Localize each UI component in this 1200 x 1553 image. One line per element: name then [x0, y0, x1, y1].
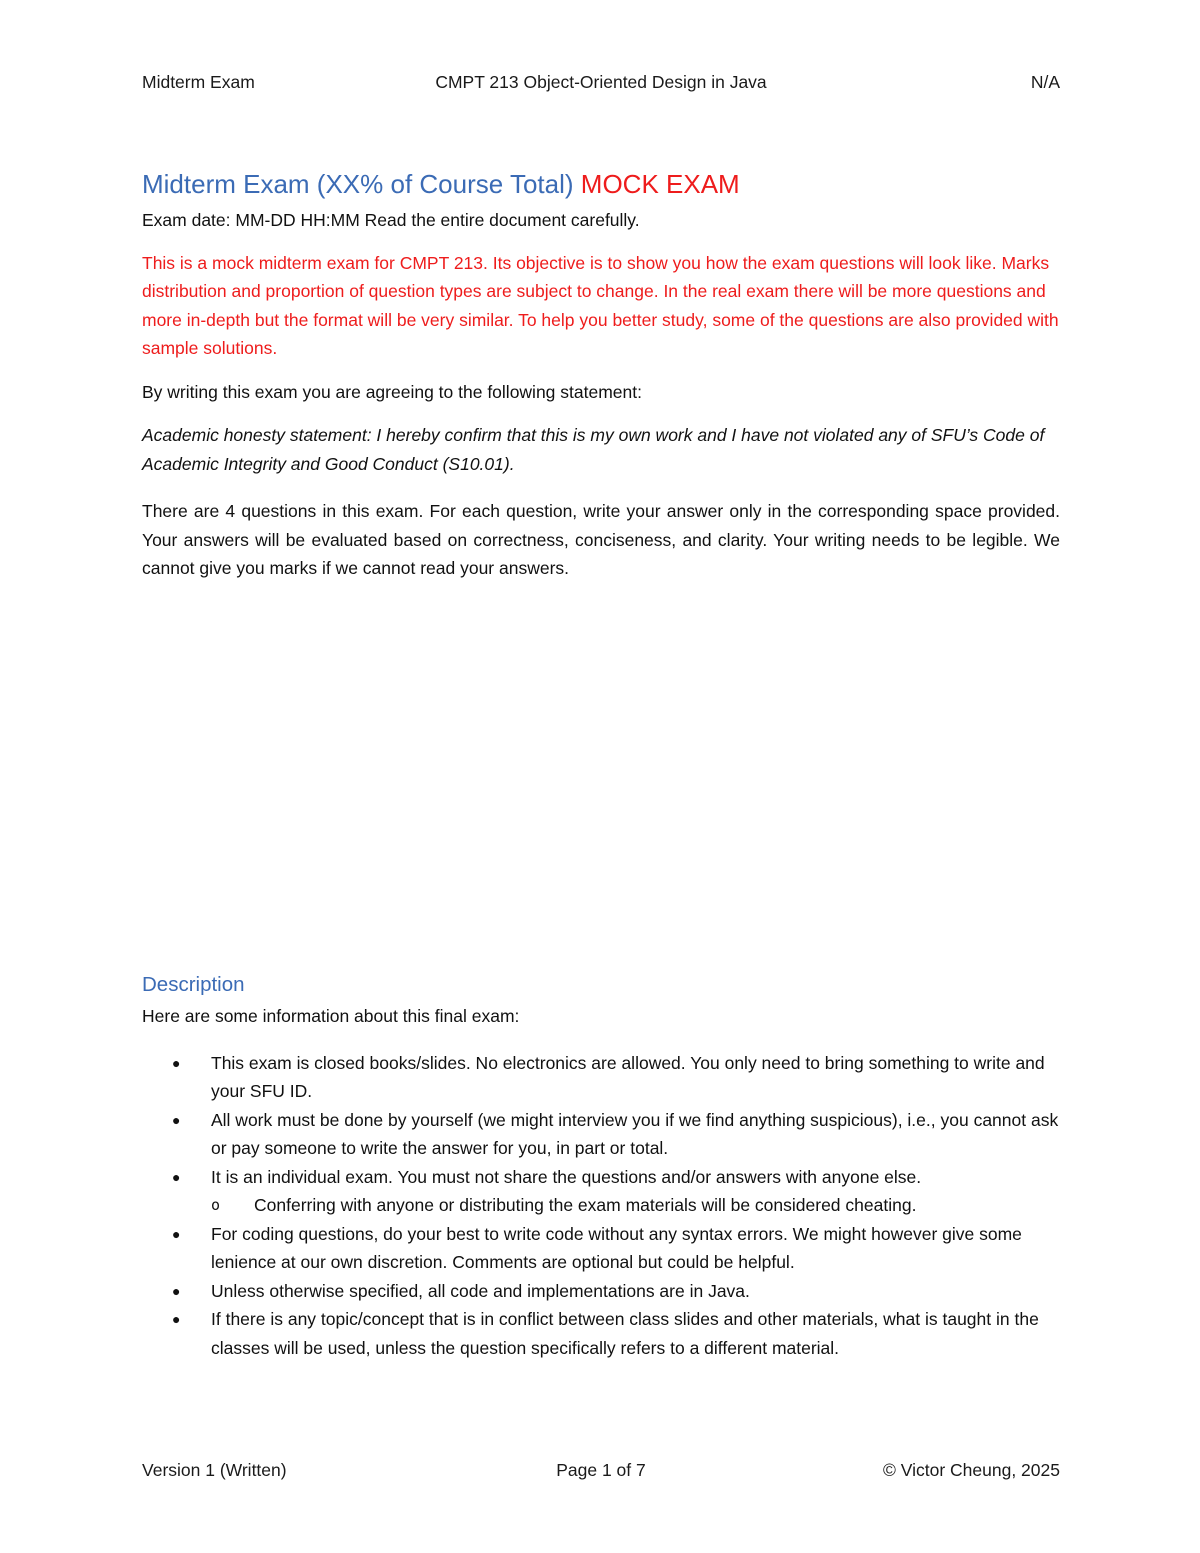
description-intro: Here are some information about this final exam: — [142, 1006, 520, 1026]
description-heading: Description — [142, 973, 245, 996]
sub-list-item — [211, 1191, 1060, 1220]
mock-notice: This is a mock midterm exam for CMPT 213. Its objective is to show you how the exam questions will look like. Marks distribution and proportion of question types are subject to change. In the real exam there will be more questions and more in-depth but the format will be very similar. To help you better study, some of the questions are also provided with sample solutions. — [142, 252, 1059, 358]
list-item-text: It is an individual exam. You must not share the questions and/or answers with anyone else. — [211, 1166, 922, 1187]
sub-list-item-text: Conferring with anyone or distributing the exam materials will be considered cheating. — [254, 1195, 917, 1215]
hollow-bullet-icon: o — [211, 1196, 221, 1214]
bullet-icon: ● — [172, 1311, 181, 1327]
list-item-text: This exam is closed books/slides. No electronics are allowed. You only need to bring something to write and your SFU ID. — [211, 1052, 1045, 1101]
bullet-icon: ● — [172, 1225, 181, 1242]
exam-date: Exam date: MM-DD HH:MM Read the entire document carefully. — [142, 210, 640, 230]
bullet-icon: ● — [172, 1111, 181, 1128]
description-section — [142, 970, 1060, 1362]
mock-exam-label: MOCK EXAM — [580, 169, 740, 199]
header-course-title: CMPT 213 Object-Oriented Design in Java — [435, 72, 767, 92]
footer-page-number: Page 1 of 7 — [556, 1460, 646, 1480]
list-item — [142, 1106, 1060, 1163]
footer-version: Version 1 (Written) — [142, 1460, 287, 1480]
page-title — [142, 166, 1060, 202]
instructions: There are 4 questions in this exam. For each question, write your answer only in the corresponding space provided. Your answers will be evaluated based on correctness, conciseness, and clarity. Your writing needs to be legible. We cannot give you marks if we cannot read your answers. — [142, 501, 1060, 578]
description-list — [142, 1049, 1060, 1363]
list-item-text: All work must be done by yourself (we might interview you if we find anything suspicious), i.e., you cannot ask or pay someone to write the answer for you, in part or total. — [211, 1109, 1059, 1158]
page-header — [142, 72, 1060, 98]
list-item — [142, 1220, 1060, 1277]
page-footer — [142, 1460, 1060, 1486]
footer-copyright: © Victor Cheung, 2025 — [883, 1460, 1060, 1480]
list-item-text: For coding questions, do your best to write code without any syntax errors. We might however give some lenience at our own discretion. Comments are optional but could be helpful. — [211, 1223, 1022, 1272]
list-item-text: Unless otherwise specified, all code and implementations are in Java. — [211, 1280, 750, 1301]
bullet-icon: ● — [172, 1168, 181, 1185]
list-item — [142, 1305, 1060, 1362]
header-right: N/A — [1030, 72, 1060, 92]
list-item — [142, 1163, 1060, 1220]
list-item — [142, 1277, 1060, 1306]
bullet-icon: ● — [172, 1054, 181, 1071]
bullet-icon: ● — [172, 1282, 181, 1299]
main-content — [142, 166, 1060, 583]
title-main: Midterm Exam (XX% of Course Total) — [142, 169, 574, 199]
list-item — [142, 1049, 1060, 1106]
header-left: Midterm Exam — [142, 72, 255, 92]
honesty-statement: Academic honesty statement: I hereby confirm that this is my own work and I have not violated any of SFU’s Code of Academic Integrity and Good Conduct (S10.01). — [142, 425, 1045, 474]
list-item-text: If there is any topic/concept that is in conflict between class slides and other materials, what is taught in the classes will be used, unless the question specifically refers to a different material. — [211, 1309, 1039, 1358]
agreement-text: By writing this exam you are agreeing to the following statement: — [142, 381, 642, 402]
sub-list — [211, 1191, 1060, 1220]
